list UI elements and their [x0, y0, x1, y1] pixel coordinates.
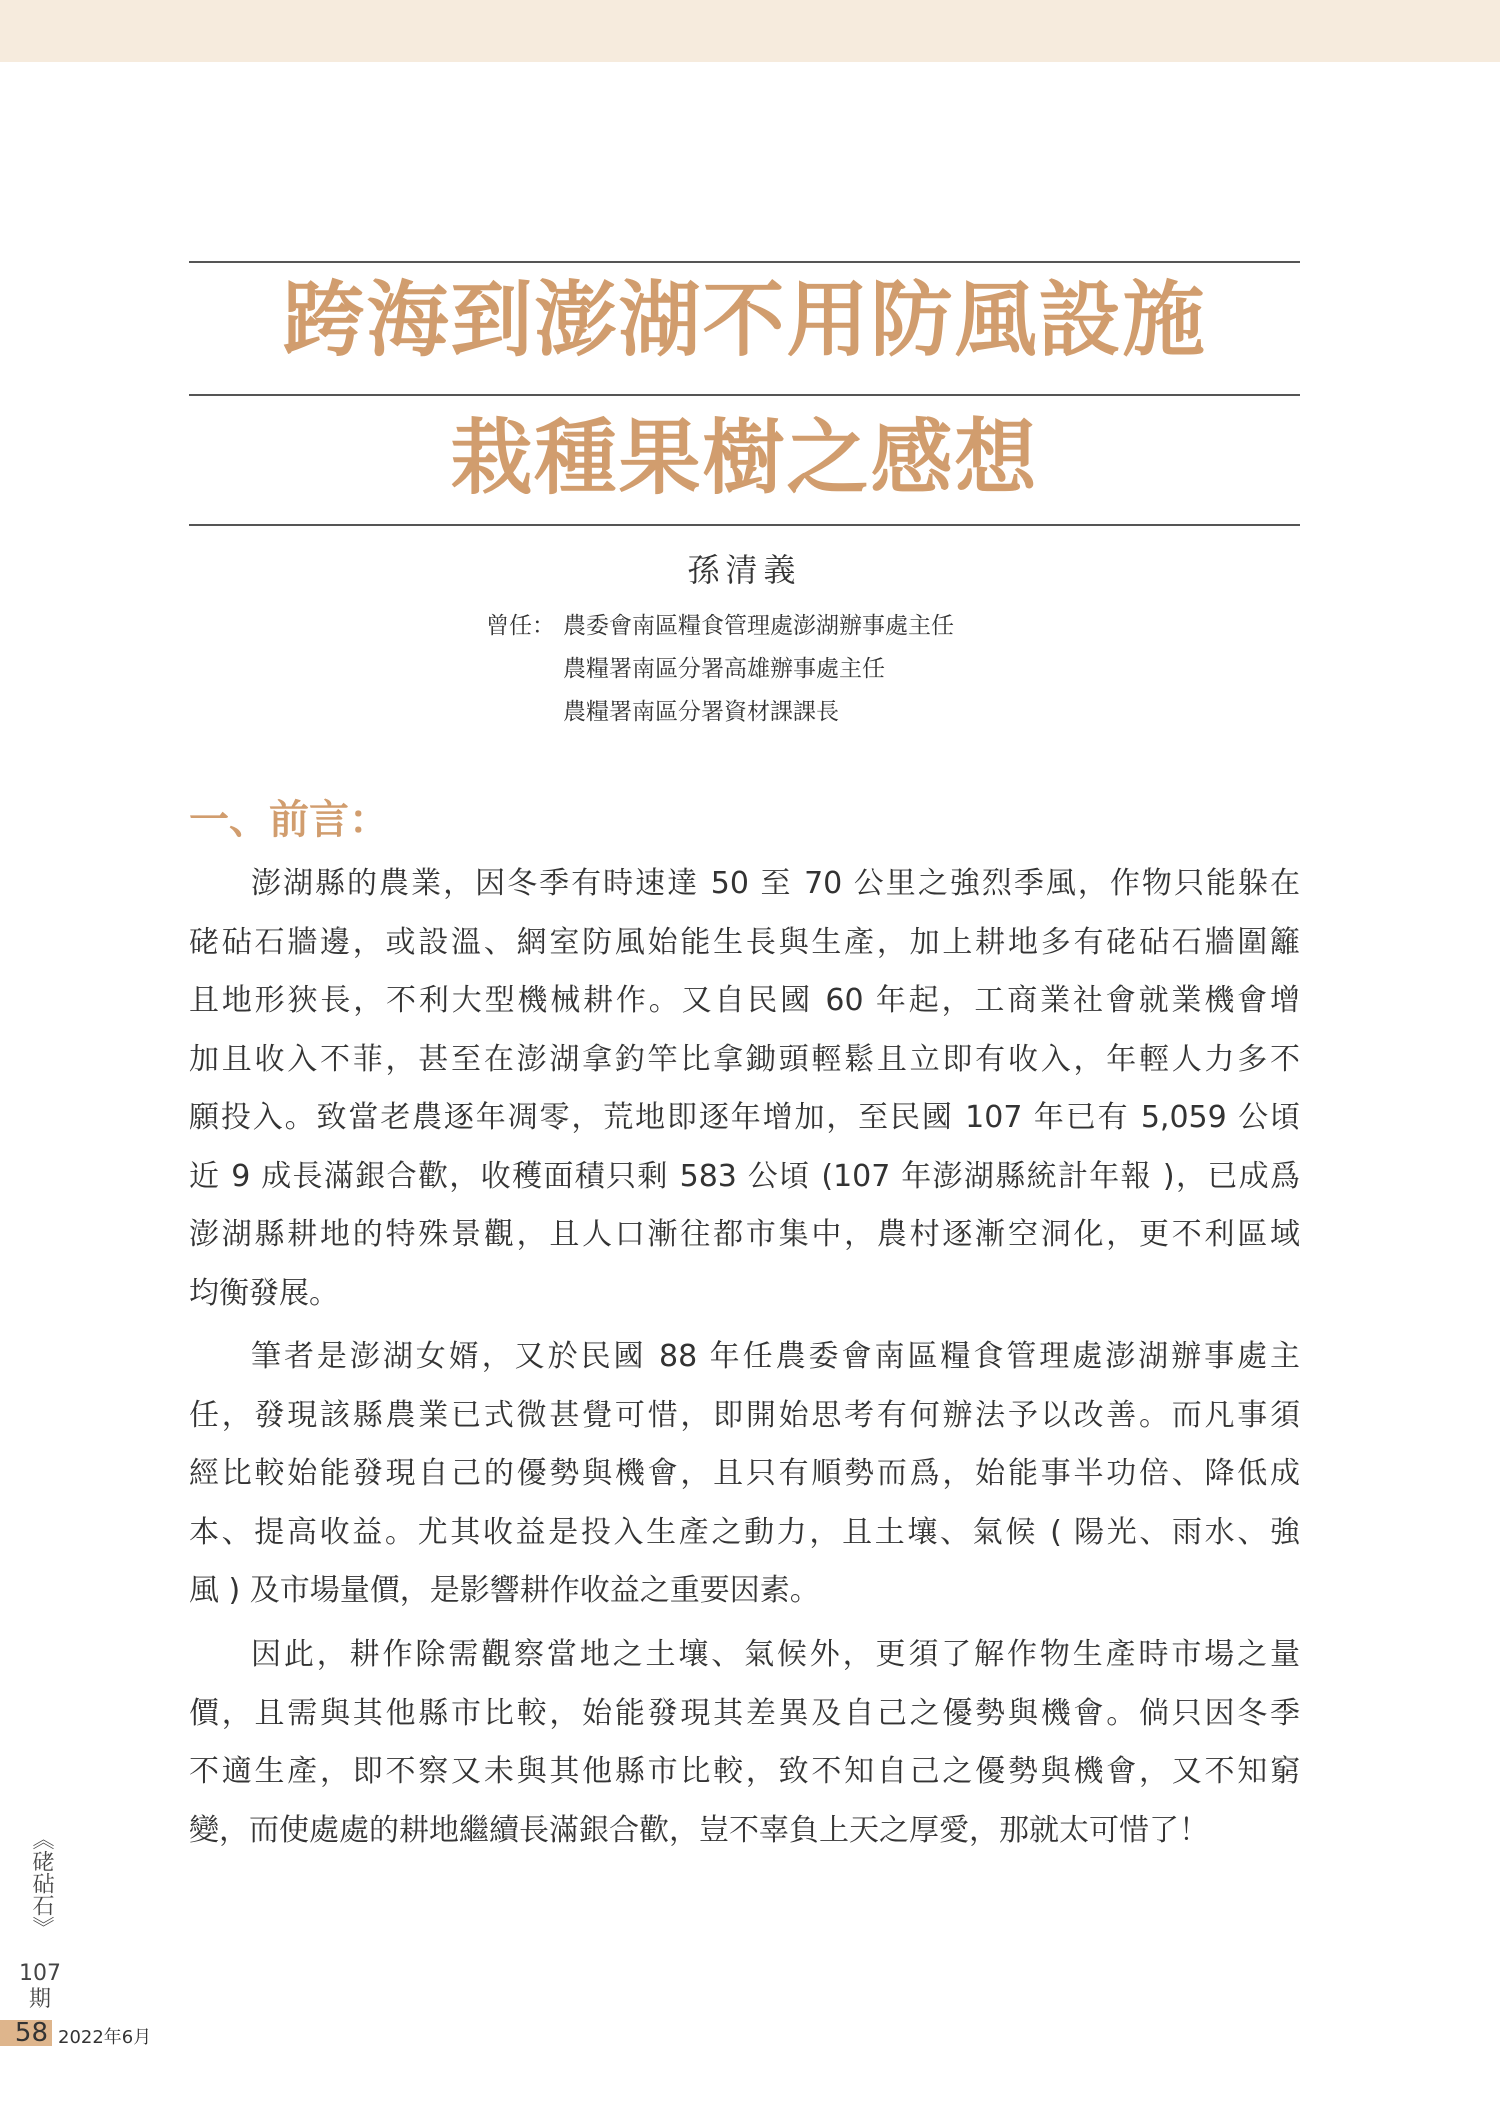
paragraph-line: 硓砧石牆邊，或設溫、網室防風始能生長與生產，加上耕地多有硓砧石牆圍籬 — [189, 924, 1300, 960]
title-rule-bottom — [189, 524, 1300, 526]
title-line-1: 跨海到澎湖不用防風設施 — [282, 272, 1207, 368]
paragraph-line: 澎湖縣耕地的特殊景觀，且人口漸往都市集中，農村逐漸空洞化，更不利區域 — [189, 1217, 1300, 1252]
top-color-band — [0, 0, 1500, 62]
paragraph-line: 筆者是澎湖女婿，又於民國 88 年任農委會南區糧食管理處澎湖辦事處主 — [251, 1339, 1300, 1374]
paragraph-line: 願投入。致當老農逐年凋零，荒地即逐年增加，至民國 107 年已有 5,059 公頃 — [189, 1100, 1300, 1135]
issue-suffix: 期 — [28, 1987, 51, 2012]
title-line-2: 栽種果樹之感想 — [450, 410, 1039, 506]
issue-number: 107 — [19, 1961, 61, 1986]
affiliation-item: 農糧署南區分署資材課課長 — [563, 699, 839, 725]
paragraph — [189, 1626, 1300, 1860]
paragraph-line: 近 9 成長滿銀合歡，收穫面積只剩 583 公頃 (107 年澎湖縣統計年報 )，已成爲 — [189, 1158, 1300, 1194]
paragraph-line: 均衡發展。 — [189, 1275, 339, 1311]
paragraph-line: 價，且需與其他縣市比較，始能發現其差異及自己之優勢與機會。倘只因冬季 — [189, 1695, 1300, 1731]
section-heading: 一、前言： — [189, 797, 389, 843]
affiliation-item: 農糧署南區分署高雄辦事處主任 — [563, 656, 885, 682]
paragraph-line: 因此，耕作除需觀察當地之土壤、氣候外，更須了解作物生產時市場之量 — [251, 1637, 1300, 1672]
page-number: 58 — [0, 2020, 52, 2046]
publication-name: 《硓砧石》 — [29, 1828, 54, 1938]
title-rule-middle — [189, 394, 1300, 396]
paragraph — [189, 855, 1300, 1323]
issue-date: 2022年6月 — [58, 2027, 152, 2048]
paragraph-line: 且地形狹長，不利大型機械耕作。又自民國 60 年起，工商業社會就業機會增 — [189, 983, 1300, 1018]
paragraph-line: 加且收入不菲，甚至在澎湖拿釣竿比拿鋤頭輕鬆且立即有收入，年輕人力多不 — [189, 1041, 1300, 1077]
paragraph — [189, 1328, 1300, 1621]
paragraph-line: 不適生產，即不察又未與其他縣市比較，致不知自己之優勢與機會，又不知窮 — [189, 1754, 1300, 1789]
paragraph-line: 澎湖縣的農業，因冬季有時速達 50 至 70 公里之強烈季風，作物只能躲在 — [251, 866, 1300, 901]
paragraph-line: 任，發現該縣農業已式微甚覺可惜，即開始思考有何辦法予以改善。而凡事須 — [189, 1397, 1300, 1433]
affiliation-prefix: 曾任： — [486, 613, 555, 639]
paragraph-line: 經比較始能發現自己的優勢與機會，且只有順勢而爲，始能事半功倍、降低成 — [189, 1456, 1300, 1491]
paragraph-line: 風 ) 及市場量價，是影響耕作收益之重要因素。 — [189, 1573, 820, 1608]
affiliation-item: 農委會南區糧食管理處澎湖辦事處主任 — [563, 613, 954, 639]
paragraph-line: 變，而使處處的耕地繼續長滿銀合歡，豈不辜負上天之厚愛，那就太可惜了！ — [189, 1812, 1209, 1848]
title-rule-top — [189, 261, 1300, 263]
paragraph-line: 本、提高收益。尤其收益是投入生產之動力，且土壤、氣候 ( 陽光、雨水、強 — [189, 1514, 1300, 1550]
author-name: 孫清義 — [687, 551, 802, 589]
